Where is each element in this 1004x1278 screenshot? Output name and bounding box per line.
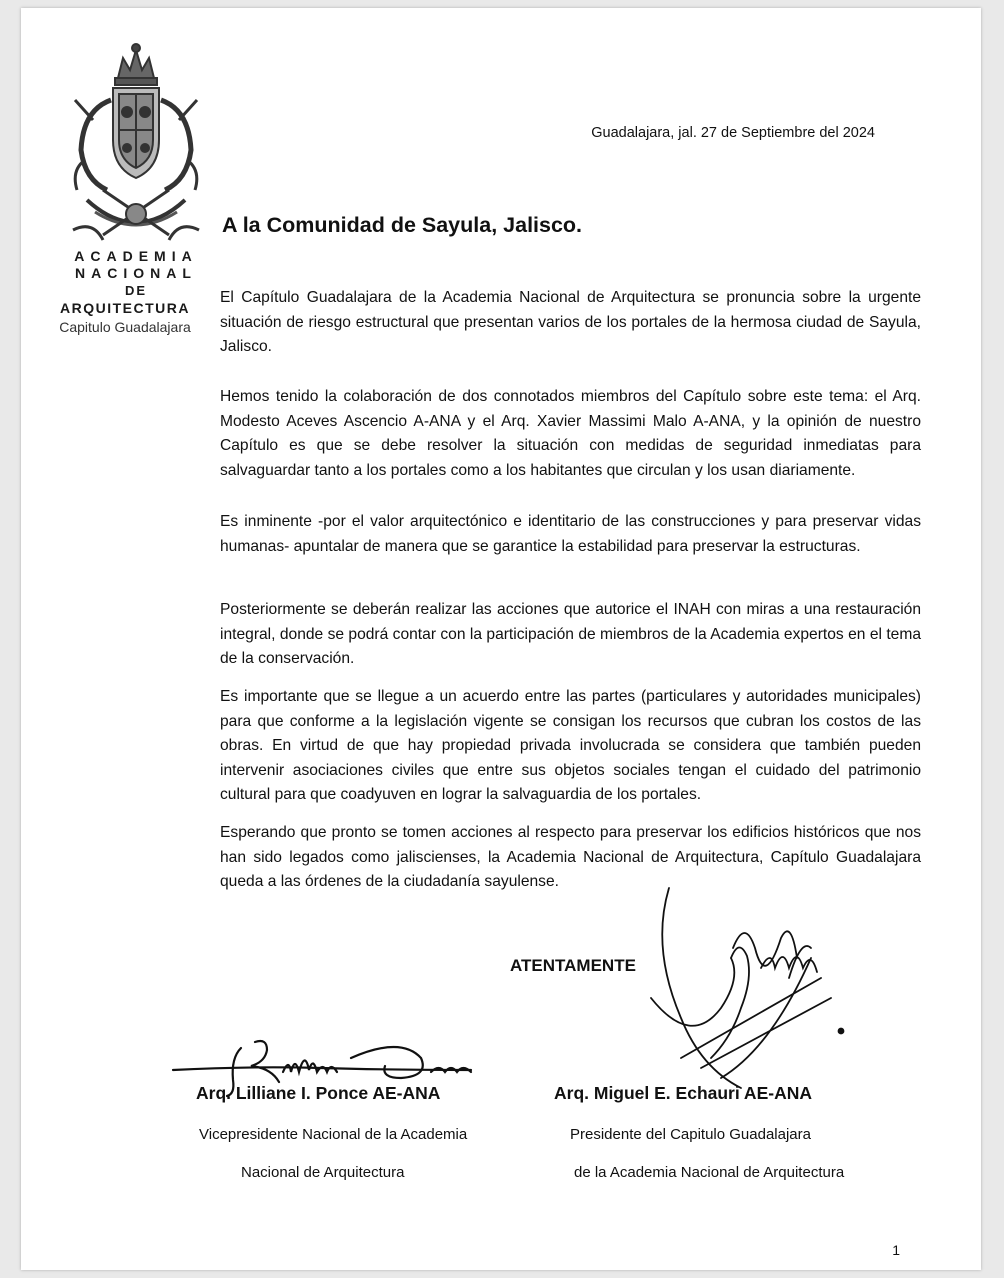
letter-date: Guadalajara, jal. 27 de Septiembre del 2024 xyxy=(591,125,875,141)
coat-of-arms-logo xyxy=(63,40,209,252)
body-paragraph: Es inminente -por el valor arquitectónico e identitario de las construcciones y para preservar vidas humanas- apuntalar de manera que se garantice la estabilidad para preservar la estructuras. xyxy=(220,513,921,555)
academy-name-line3: DE xyxy=(124,283,148,298)
signatory-right-name: Arq. Miguel E. Echauri AE-ANA xyxy=(554,1083,812,1103)
salutation-heading: A la Comunidad de Sayula, Jalisco. xyxy=(222,213,583,237)
signatory-left-name: Arq. Lilliane I. Ponce AE-ANA xyxy=(196,1083,441,1103)
academy-chapter-name: Capitulo Guadalajara xyxy=(59,319,191,335)
academy-name-line2: NACIONAL xyxy=(75,265,197,281)
letter-page xyxy=(21,8,981,1270)
signatory-left-title-2: Nacional de Arquitectura xyxy=(241,1164,405,1181)
academy-name-line4: ARQUITECTURA xyxy=(60,300,190,316)
page-number: 1 xyxy=(892,1242,900,1258)
signatory-right-title-1: Presidente del Capitulo Guadalajara xyxy=(570,1126,811,1143)
body-paragraph: El Capítulo Guadalajara de la Academia Nacional de Arquitectura se pronuncia sobre la urgente situación de riesgo estructural que presentan varios de los portales de la hermosa ciudad de Sayula, Jalisco. xyxy=(220,289,921,356)
signatory-right-title-2: de la Academia Nacional de Arquitectura xyxy=(574,1164,845,1181)
body-paragraph: Posteriormente se deberán realizar las acciones que autorice el INAH con miras a una restauración integral, donde se podrá contar con la participación de miembros de la Academia expertos en el tema de la conservación. xyxy=(220,601,921,668)
body-paragraph: Esperando que pronto se tomen acciones al respecto para preservar los edificios históricos que nos han sido legados como jaliscienses, la Academia Nacional de Arquitectura, Capítulo Guadalajara queda a las órdenes de la ciudadanía sayulense. xyxy=(220,824,921,891)
closing-text: ATENTAMENTE xyxy=(510,956,636,975)
body-paragraph: Hemos tenido la colaboración de dos connotados miembros del Capítulo sobre este tema: el Arq. Modesto Aceves Ascencio A-ANA y el Arq. Xavier Massimi Malo A-ANA, y la opinión de nuestro Capítulo es que se debe resolver la situación con medidas de seguridad inmediatas para salvaguardar tanto a los portales como a los habitantes que circulan y los usan diariamente. xyxy=(220,388,921,479)
signature-right xyxy=(621,878,861,1108)
body-paragraph: Es importante que se llegue a un acuerdo entre las partes (particulares y autoridades municipales) para que conforme a la legislación vigente se consigan los recursos que cubran los costos de las obras. En virtud de que hay propiedad privada involucrada se considera que también pueden intervenir asociaciones civiles que entre sus objetos sociales tengan el cuidado del patrimonio cultural para que coadyuven en lograr la salvaguardia de los portales. xyxy=(220,688,921,804)
signatory-left-title-1: Vicepresidente Nacional de la Academia xyxy=(199,1126,468,1143)
academy-name-line1: ACADEMIA xyxy=(74,248,198,264)
